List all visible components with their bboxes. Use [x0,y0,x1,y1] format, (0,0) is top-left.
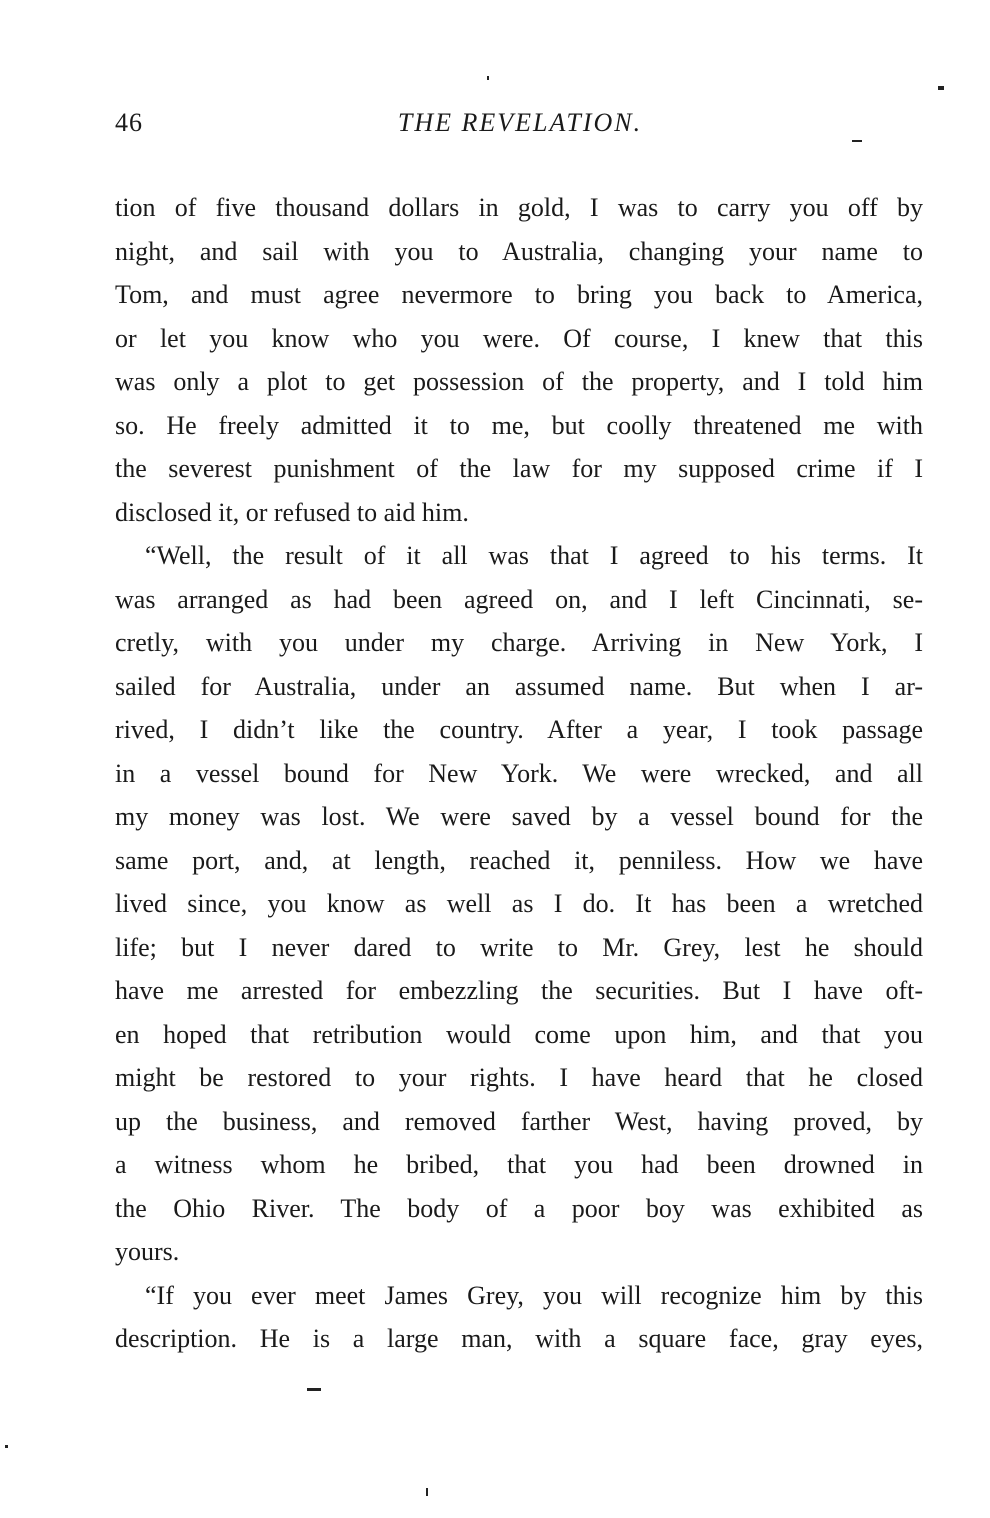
text-line: was arranged as had been agreed on, and I left Cincinnati, se- [115,584,923,614]
text-line: a witness whom he bribed, that you had been drowned in [115,1150,923,1179]
text-line: disclosed it, or refused to aid him. [115,497,469,527]
text-line: the Ohio River. The body of a poor boy was exhibited as [115,1193,923,1223]
text-line: night, and sail with you to Australia, changing your name to [115,236,923,266]
text-line: up the business, and removed farther West, having proved, by [115,1106,923,1136]
text-line: life; but I never dared to write to Mr. Grey, lest he should [115,932,923,962]
text-line: have me arrested for embezzling the securities. But I have oft- [115,976,923,1005]
paragraph [115,534,923,1274]
page-number: 46 [115,108,143,137]
text-line: or let you know who you were. Of course, I knew that this [115,323,923,353]
text-line: so. He freely admitted it to me, but coolly threatened me with [115,410,923,440]
scan-speck [426,1488,428,1496]
text-line: in a vessel bound for New York. We were wrecked, and all [115,758,923,788]
text-line: “If you ever meet James Grey, you will recognize him by this [145,1280,923,1310]
text-line: tion of five thousand dollars in gold, I was to carry you off by [115,193,923,222]
text-line: cretly, with you under my charge. Arriving in New York, I [115,628,923,657]
text-line: might be restored to your rights. I have heard that he closed [115,1063,923,1092]
text-line: “Well, the result of it all was that I agreed to his terms. It [145,541,923,570]
text-line: description. He is a large man, with a square face, gray eyes, [115,1324,923,1353]
text-line: en hoped that retribution would come upon him, and that you [115,1019,923,1049]
paragraph [115,1274,923,1361]
scan-speck [487,76,489,80]
text-line: same port, and, at length, reached it, penniless. How we have [115,845,923,875]
running-head: THE REVELATION. [397,108,643,137]
text-line: yours. [115,1237,180,1266]
text-line: Tom, and must agree nevermore to bring you back to America, [115,280,923,309]
text-line: sailed for Australia, under an assumed name. But when I ar- [115,671,923,701]
text-line: was only a plot to get possession of the property, and I told him [115,367,923,396]
scan-speck [852,140,862,142]
scan-speck [307,1388,321,1391]
scan-speck [938,86,944,90]
page-header [115,108,925,148]
body-text [115,186,923,1361]
paragraph [115,186,923,534]
text-line: the severest punishment of the law for my supposed crime if I [115,454,923,483]
text-line: rived, I didn’t like the country. After a year, I took passage [115,715,923,744]
text-line: lived since, you know as well as I do. It has been a wretched [115,889,923,918]
text-line: my money was lost. We were saved by a vessel bound for the [115,802,923,831]
scan-speck [5,1445,8,1448]
